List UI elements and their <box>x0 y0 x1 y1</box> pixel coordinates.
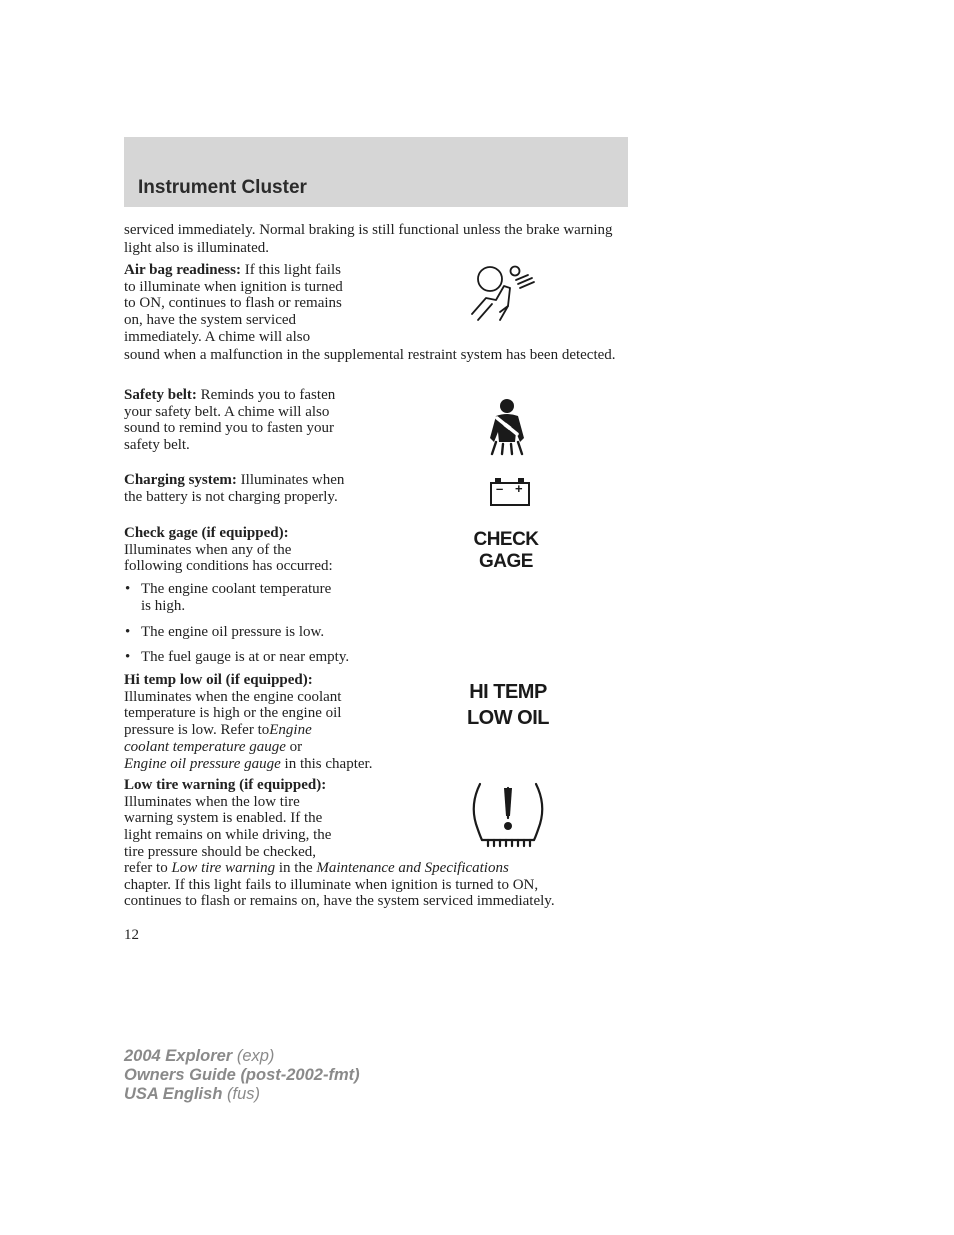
document-footer: 2004 Explorer (exp) Owners Guide (post-2002-fmt) USA English (fus) <box>124 1047 360 1103</box>
list-item: The engine coolant temperature is high. <box>141 581 332 614</box>
tire-pressure-icon <box>468 778 548 850</box>
safety-belt-paragraph: Safety belt: Reminds you to fasten your safety belt. A chime will also sound to remind you to fasten your safety belt. <box>124 387 336 454</box>
page-title: Instrument Cluster <box>138 177 307 198</box>
battery-icon <box>490 478 530 504</box>
charging-paragraph: Charging system: Illuminates when the battery is not charging properly. <box>124 472 345 505</box>
list-item: The fuel gauge is at or near empty. <box>141 649 350 665</box>
hi-temp-low-oil-indicator: HI TEMP LOW OIL <box>466 681 550 729</box>
bullet-icon: • <box>125 649 131 665</box>
check-gage-label: Check gage (if equipped): <box>124 525 289 541</box>
safety-belt-label: Safety belt: <box>124 387 197 403</box>
airbag-label: Air bag readiness: <box>124 262 241 278</box>
low-tire-paragraph: Low tire warning (if equipped): Illuminates when the low tire warning system is enabled. If the light remains on while driving, the tire pressure should be checked, <box>124 777 332 860</box>
charging-label: Charging system: <box>124 472 237 488</box>
battery-minus-sign: – <box>496 481 504 496</box>
list-item: The engine oil pressure is low. <box>141 624 325 640</box>
airbag-icon <box>470 262 538 324</box>
hi-temp-paragraph: Hi temp low oil (if equipped): Illuminates when the engine coolant temperature is high or the engine oil pressure is low. Refer toEngine coolant temperature gauge or Engine oil pressure gauge in this chapter. <box>124 672 373 772</box>
bullet-icon: • <box>125 581 131 597</box>
hi-temp-label: Hi temp low oil (if equipped): <box>124 672 313 688</box>
low-tire-label: Low tire warning (if equipped): <box>124 777 327 793</box>
check-gage-paragraph: Check gage (if equipped): Illuminates when any of the following conditions has occurred: <box>124 525 333 575</box>
low-tire-continued: refer to Low tire warning in the Maintenance and Specifications chapter. If this light fails to illuminate when ignition is turned to ON, continues to flash or remains on, have the system serviced immediately. <box>124 860 555 910</box>
section-header <box>124 137 628 207</box>
check-gage-indicator: CHECK GAGE <box>473 529 539 572</box>
bullet-icon: • <box>125 624 131 640</box>
airbag-continued: sound when a malfunction in the supplemental restraint system has been detected. <box>124 347 616 363</box>
seatbelt-icon <box>482 398 532 456</box>
battery-plus-sign: + <box>515 481 523 496</box>
airbag-paragraph: Air bag readiness: If this light fails to illuminate when ignition is turned to ON, continues to flash or remains on, have the system serviced immediately. A chime will also <box>124 262 343 345</box>
page-number: 12 <box>124 927 139 943</box>
intro-paragraph: serviced immediately. Normal braking is still functional unless the brake warning light also is illuminated. <box>124 222 613 256</box>
